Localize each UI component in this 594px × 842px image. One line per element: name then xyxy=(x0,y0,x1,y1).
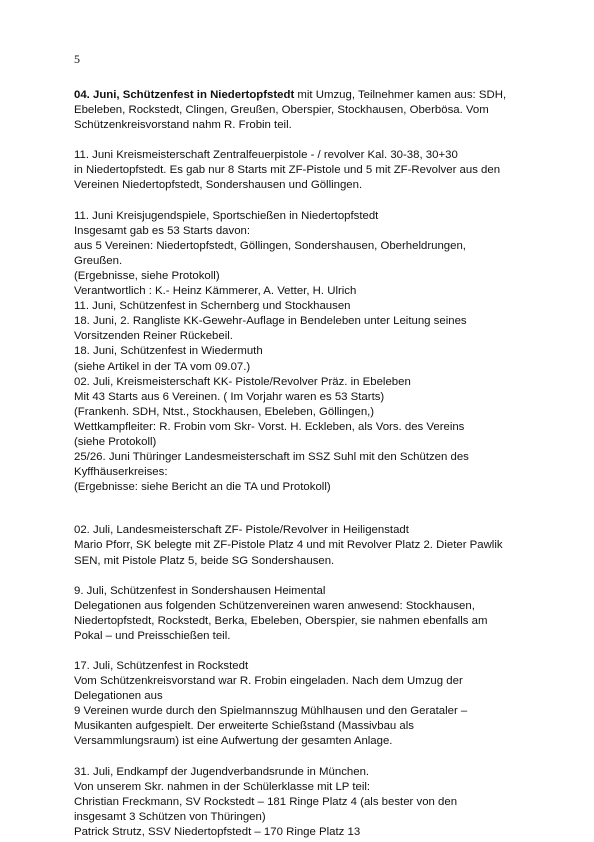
text-line: SEN, mit Pistole Platz 5, beide SG Sondershausen. xyxy=(74,554,335,567)
text-line: Christian Freckmann, SV Rockstedt – 181 Ringe Platz 4 (als bester von den xyxy=(74,795,458,808)
paragraph-schuetzenfest-heimental xyxy=(74,584,574,644)
text-line: Kyffhäuserkreises: xyxy=(74,466,168,479)
paragraph-spacer xyxy=(74,750,574,765)
text-line: Mit 43 Starts aus 6 Vereinen. ( Im Vorjahr waren es 53 Starts) xyxy=(74,390,385,403)
text-line: 17. Juli, Schützenfest in Rockstedt xyxy=(74,660,249,672)
text-line: 11. Juni Kreisjugendspiele, Sportschießen in Niedertopfstedt xyxy=(74,209,379,222)
text-line: 02. Juli, Kreismeisterschaft KK- Pistole/Revolver Präz. in Ebeleben xyxy=(74,375,411,388)
text-line: insgesamt 3 Schützen von Thüringen) xyxy=(74,810,266,823)
text-line: Musikanten aufgespielt. Der erweiterte Schießstand (Massivbau als xyxy=(74,720,414,733)
text-line: 9. Juli, Schützenfest in Sondershausen Heimental xyxy=(74,584,326,597)
paragraph-spacer xyxy=(74,569,574,584)
paragraph-schuetzenfest-rockstedt xyxy=(74,659,574,750)
text-line: Niedertopfstedt, Rockstedt, Berka, Ebeleben, Oberspier, sie nahmen ebenfalls am xyxy=(74,614,488,627)
text-line: (Ergebnisse, siehe Protokoll) xyxy=(74,269,220,282)
text-line: Delegationen aus folgenden Schützenvereinen waren anwesend: Stockhausen, xyxy=(74,599,475,612)
text-line: Wettkampfleiter: R. Frobin vom Skr- Vorst. H. Eckleben, als Vors. des Vereins xyxy=(74,420,465,433)
text-line: Schützenkreisvorstand nahm R. Frobin teil. xyxy=(74,119,292,132)
text-line: 31. Juli, Endkampf der Jugendverbandsrunde in München. xyxy=(74,765,370,778)
text-line: aus 5 Vereinen: Niedertopfstedt, Göllingen, Sondershausen, Oberheldrungen, xyxy=(74,239,466,252)
paragraph-spacer xyxy=(74,644,574,659)
text-line: Ebeleben, Rockstedt, Clingen, Greußen, Oberspier, Stockhausen, Oberbösa. Vom xyxy=(74,104,489,117)
text-fragment: mit Umzug, Teilnehmer kamen aus: SDH, xyxy=(294,89,507,101)
text-line: 11. Juni, Schützenfest in Schernberg und Stockhausen xyxy=(74,300,351,313)
text-line: 02. Juli, Landesmeisterschaft ZF- Pistole/Revolver in Heiligenstadt xyxy=(74,524,409,537)
text-line: (Ergebnisse: siehe Bericht an die TA und Protokoll) xyxy=(74,481,331,494)
paragraph-landesmeisterschaft-zf xyxy=(74,523,574,568)
text-line xyxy=(74,88,574,103)
text-line: (siehe Protokoll) xyxy=(74,435,157,448)
page-number: 5 xyxy=(74,52,80,66)
text-line: Versammlungsraum) ist eine Aufwertung der gesamten Anlage. xyxy=(74,735,393,748)
text-line: Vom Schützenkreisvorstand war R. Frobin eingeladen. Nach dem Umzug der xyxy=(74,675,463,688)
text-line: 18. Juni, 2. Rangliste KK-Gewehr-Auflage in Bendeleben unter Leitung seines xyxy=(74,315,467,328)
text-line: Delegationen aus xyxy=(74,690,163,703)
text-line: Vereinen Niedertopfstedt, Sondershausen und Göllingen. xyxy=(74,179,363,192)
paragraph-schuetzenfest-niedertopfstedt xyxy=(74,88,574,133)
paragraph-kreisjugendspiele xyxy=(74,209,574,496)
paragraph-spacer xyxy=(74,194,574,209)
text-line: Vorsitzenden Reiner Rückebeil. xyxy=(74,330,233,343)
paragraph-spacer xyxy=(74,495,574,523)
text-line: 18. Juni, Schützenfest in Wiedermuth xyxy=(74,345,263,358)
text-line: Insgesamt gab es 53 Starts davon: xyxy=(74,224,251,237)
text-line: Greußen. xyxy=(74,254,123,267)
text-line: 9 Vereinen wurde durch den Spielmannszug Mühlhausen und den Gerataler – xyxy=(74,705,468,718)
bold-heading: 04. Juni, Schützenfest in Niedertopfstedt xyxy=(74,89,295,101)
paragraph-spacer xyxy=(74,133,574,148)
paragraph-jugendverbandsrunde xyxy=(74,765,574,840)
text-line: 11. Juni Kreismeisterschaft Zentralfeuerpistole - / revolver Kal. 30-38, 30+30 xyxy=(74,149,458,162)
text-line: 25/26. Juni Thüringer Landesmeisterschaft im SSZ Suhl mit den Schützen des xyxy=(74,451,469,464)
text-line: (Frankenh. SDH, Ntst., Stockhausen, Ebeleben, Göllingen,) xyxy=(74,405,375,418)
text-line: Pokal – und Preisschießen teil. xyxy=(74,629,231,642)
text-line: (siehe Artikel in der TA vom 09.07.) xyxy=(74,360,251,373)
text-line: Patrick Strutz, SSV Niedertopfstedt – 170 Ringe Platz 13 xyxy=(74,825,361,838)
text-line: Mario Pforr, SK belegte mit ZF-Pistole Platz 4 und mit Revolver Platz 2. Dieter Pawlik xyxy=(74,539,503,552)
document-body xyxy=(74,88,574,840)
text-line: Von unserem Skr. nahmen in der Schülerklasse mit LP teil: xyxy=(74,780,371,793)
text-line: Verantwortlich : K.- Heinz Kämmerer, A. Vetter, H. Ulrich xyxy=(74,285,357,298)
text-line: in Niedertopfstedt. Es gab nur 8 Starts mit ZF-Pistole und 5 mit ZF-Revolver aus den xyxy=(74,164,501,177)
paragraph-kreismeisterschaft-zf xyxy=(74,148,574,193)
